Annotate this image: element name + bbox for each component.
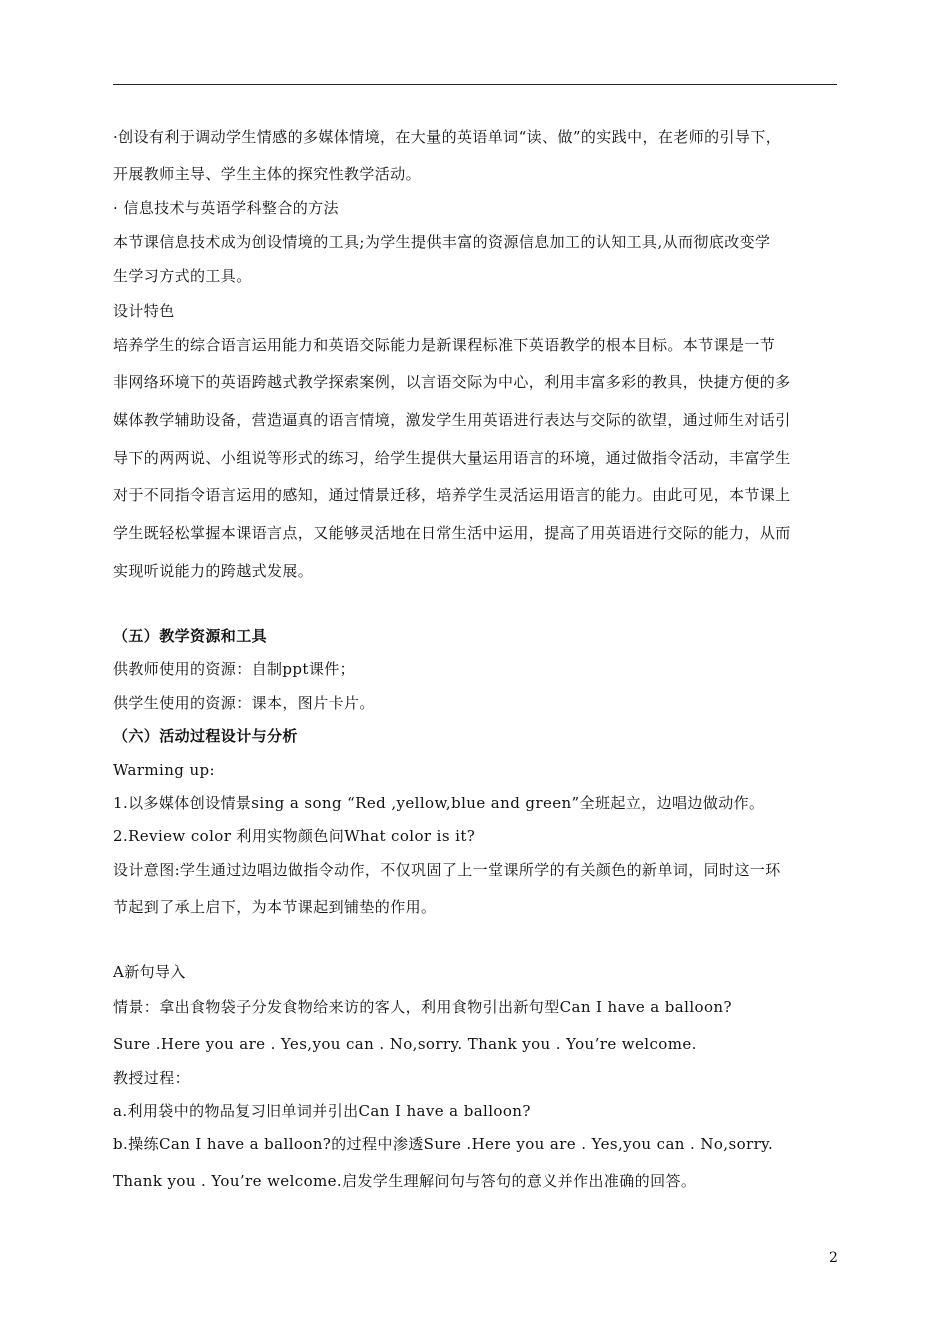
text-line: 2.Review color 利用实物颜色问What color is it? <box>113 827 476 845</box>
text-line: 培养学生的综合语言运用能力和英语交际能力是新课程标准下英语教学的根本目标。本节课是一节 <box>113 336 776 354</box>
text-line: ·创设有利于调动学生情感的多媒体情境，在大量的英语单词“读、做”的实践中，在老师的引导下， <box>113 128 782 146</box>
text-line: 设计意图:学生通过边唱边做指令动作，不仅巩固了上一堂课所学的有关颜色的新单词，同时这一环 <box>113 861 781 879</box>
text-line: 供学生使用的资源：课本，图片卡片。 <box>113 694 375 712</box>
text-line: 供教师使用的资源：自制ppt课件； <box>113 660 356 678</box>
text-line: Sure .Here you are . Yes,you can . No,sorry. Thank you . You’re welcome. <box>113 1035 697 1053</box>
text-line: b.操练Can I have a balloon?的过程中渗透Sure .Here you are . Yes,you can . No,sorry. <box>113 1135 774 1153</box>
text-line: 对于不同指令语言运用的感知，通过情景迁移，培养学生灵活运用语言的能力。由此可见，本节课上 <box>113 486 791 504</box>
text-line: 教授过程： <box>113 1069 191 1087</box>
text-line: 开展教师主导、学生主体的探究性教学活动。 <box>113 165 422 183</box>
page-number: 2 <box>829 1250 838 1266</box>
subheading: 设计特色 <box>113 302 175 320</box>
subheading: A新句导入 <box>113 963 186 981</box>
section-heading: （五）教学资源和工具 <box>113 627 268 645</box>
text-line: 生学习方式的工具。 <box>113 267 252 285</box>
text-line: 节起到了承上启下，为本节课起到铺垫的作用。 <box>113 898 437 916</box>
text-line: 本节课信息技术成为创设情境的工具;为学生提供丰富的资源信息加工的认知工具,从而彻底改变学 <box>113 233 771 251</box>
bullet-heading: · 信息技术与英语学科整合的方法 <box>113 199 339 217</box>
text-line: 1.以多媒体创设情景sing a song “Red ,yellow,blue and green”全班起立，边唱边做动作。 <box>113 794 765 812</box>
section-heading: （六）活动过程设计与分析 <box>113 727 298 745</box>
text-line: 导下的两两说、小组说等形式的练习，给学生提供大量运用语言的环境，通过做指令活动，丰富学生 <box>113 449 791 467</box>
text-line: 媒体教学辅助设备，营造逼真的语言情境，激发学生用英语进行表达与交际的欲望，通过师生对话引 <box>113 411 791 429</box>
text-line: Warming up: <box>113 761 215 779</box>
text-line: 学生既轻松掌握本课语言点，又能够灵活地在日常生活中运用，提高了用英语进行交际的能力，从而 <box>113 524 791 542</box>
header-rule <box>113 84 837 85</box>
text-line: a.利用袋中的物品复习旧单词并引出Can I have a balloon? <box>113 1102 531 1120</box>
text-line: Thank you . You’re welcome.启发学生理解问句与答句的意义并作出准确的回答。 <box>113 1172 697 1190</box>
text-line: 情景：拿出食物袋子分发食物给来访的客人，利用食物引出新句型Can I have a balloon? <box>113 998 732 1016</box>
text-line: 非网络环境下的英语跨越式教学探索案例，以言语交际为中心，利用丰富多彩的教具，快捷方便的多 <box>113 373 791 391</box>
text-line: 实现听说能力的跨越式发展。 <box>113 562 314 580</box>
